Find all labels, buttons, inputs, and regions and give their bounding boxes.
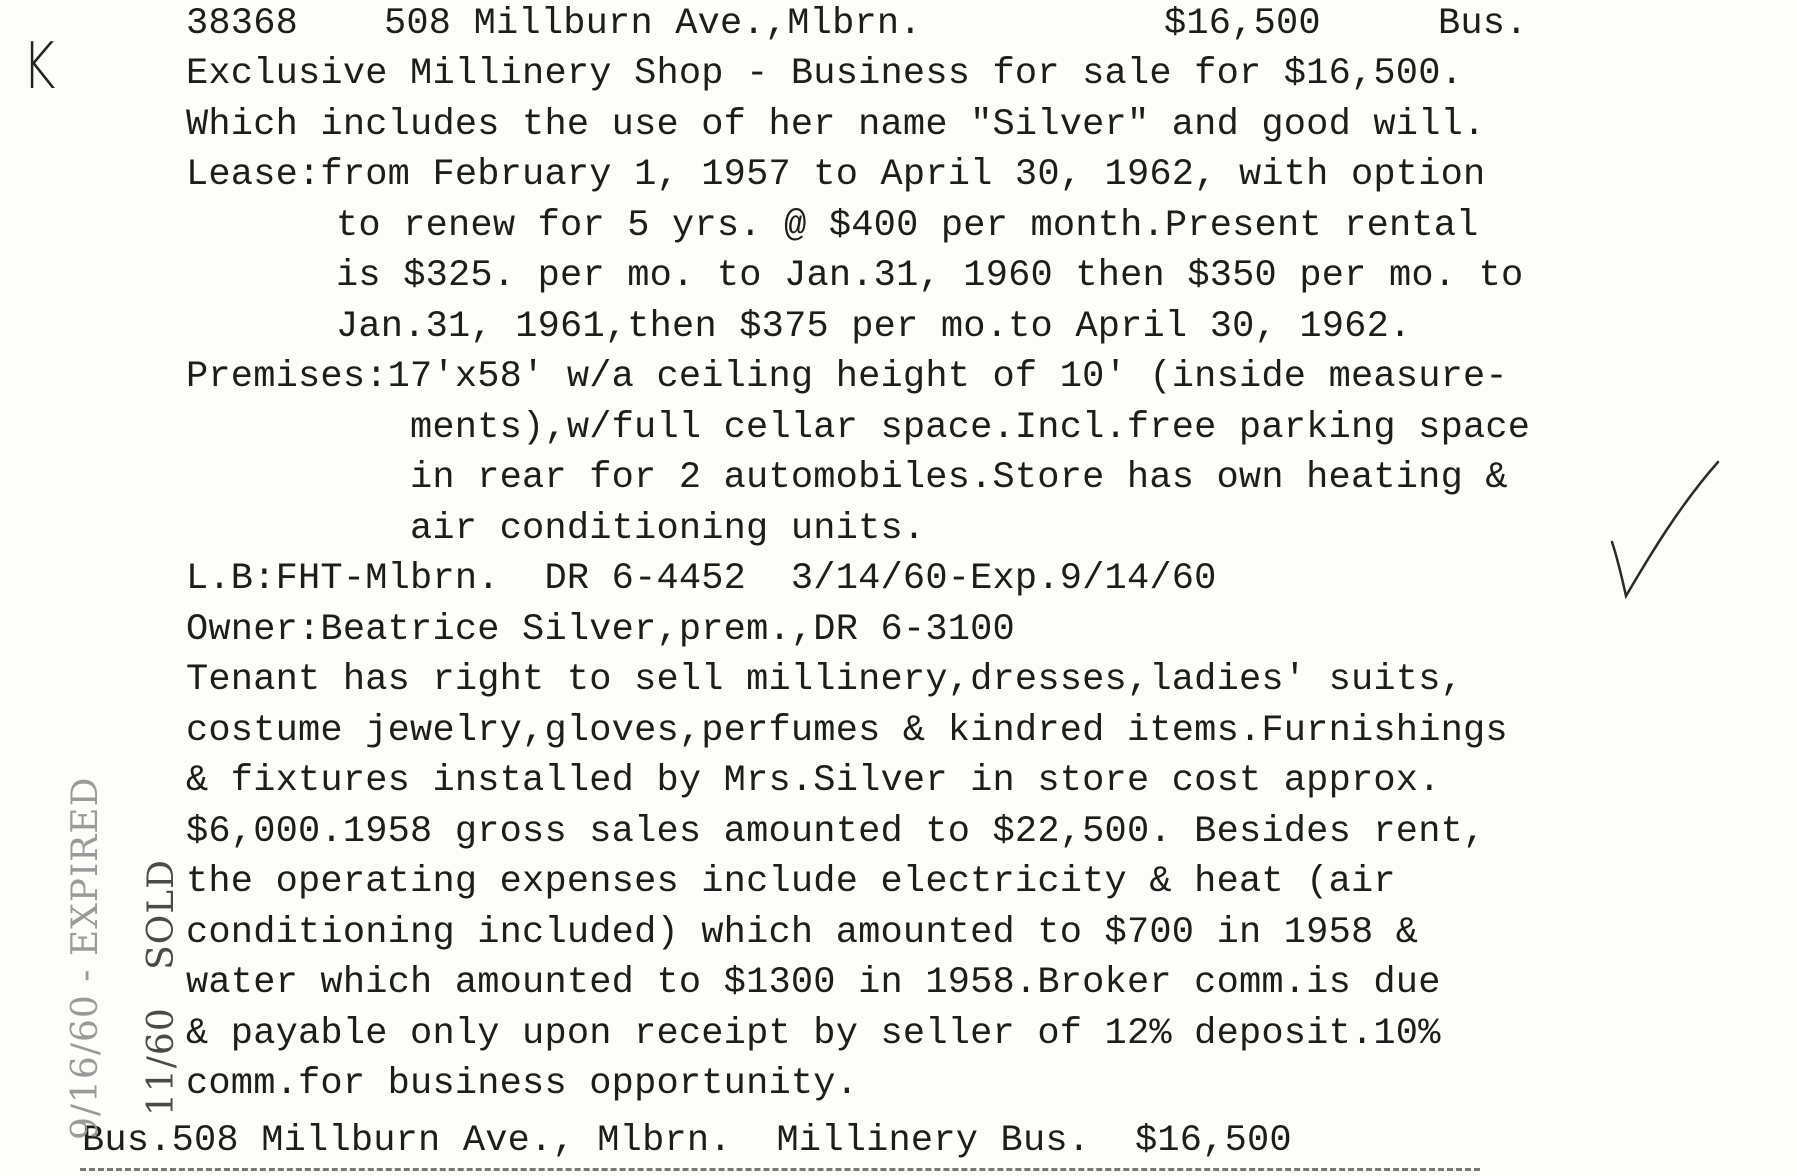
stamp-expired-line: 9/16/60 - EXPIRED bbox=[65, 776, 106, 1140]
header-category: Bus. bbox=[1438, 3, 1528, 45]
body-line: Premises:17'x58' w/a ceiling height of 10' (inside measure- bbox=[186, 356, 1508, 398]
body-line: ments),w/full cellar space.Incl.free parking space bbox=[410, 407, 1531, 449]
body-line: Exclusive Millinery Shop - Business for sale for $16,500. bbox=[186, 53, 1464, 95]
body-line: Tenant has right to sell millinery,dresses,ladies' suits, bbox=[186, 659, 1464, 701]
body-line: in rear for 2 automobiles.Store has own heating & bbox=[410, 457, 1508, 499]
checkmark-icon bbox=[1610, 460, 1720, 600]
footer-summary: Bus.508 Millburn Ave., Mlbrn. Millinery Bus. $16,500 bbox=[82, 1120, 1292, 1162]
stamp-sold-line: 11/60 SOLD bbox=[141, 858, 182, 1116]
body-line: & fixtures installed by Mrs.Silver in store cost approx. bbox=[186, 760, 1441, 802]
body-line: $6,000.1958 gross sales amounted to $22,500. Besides rent, bbox=[186, 811, 1486, 853]
body-line: the operating expenses include electricity & heat (air bbox=[186, 861, 1396, 903]
header-address: 508 Millburn Ave.,Mlbrn. bbox=[384, 3, 922, 45]
body-line: is $325. per mo. to Jan.31, 1960 then $350 per mo. to bbox=[336, 255, 1524, 297]
body-line: to renew for 5 yrs. @ $400 per month.Present rental bbox=[336, 205, 1479, 247]
body-line: L.B:FHT-Mlbrn. DR 6-4452 3/14/60-Exp.9/14/60 bbox=[186, 558, 1217, 600]
body-line: Owner:Beatrice Silver,prem.,DR 6-3100 bbox=[186, 609, 1015, 651]
body-line: water which amounted to $1300 in 1958.Broker comm.is due bbox=[186, 962, 1441, 1004]
body-line: Lease:from February 1, 1957 to April 30, 1962, with option bbox=[186, 154, 1486, 196]
body-line: comm.for business opportunity. bbox=[186, 1063, 859, 1105]
status-stamp bbox=[28, 777, 218, 1140]
body-line: & payable only upon receipt by seller of 12% deposit.10% bbox=[186, 1013, 1441, 1055]
header-price: $16,500 bbox=[1164, 3, 1321, 45]
body-line: Jan.31, 1961,then $375 per mo.to April 30, 1962. bbox=[336, 306, 1412, 348]
bottom-divider bbox=[80, 1168, 1480, 1175]
body-line: costume jewelry,gloves,perfumes & kindred items.Furnishings bbox=[186, 710, 1508, 752]
body-line: conditioning included) which amounted to $700 in 1958 & bbox=[186, 912, 1419, 954]
body-line: air conditioning units. bbox=[410, 508, 926, 550]
margin-letter-k: K bbox=[22, 30, 56, 104]
body-line: Which includes the use of her name "Silver" and good will. bbox=[186, 104, 1486, 146]
listing-number: 38368 bbox=[186, 3, 299, 45]
